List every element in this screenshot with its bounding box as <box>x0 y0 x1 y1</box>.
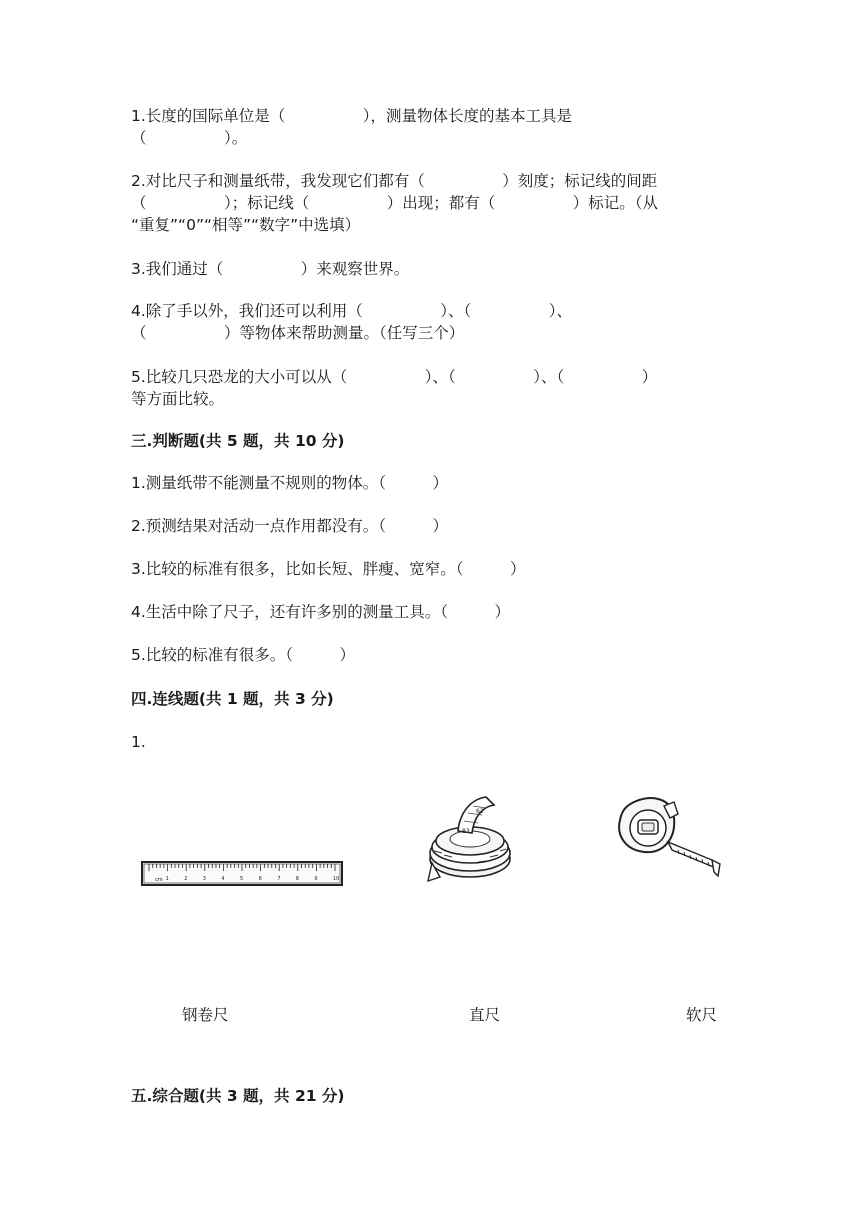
label-soft-ruler: 软尺 <box>686 1006 718 1024</box>
q5-line-2: 等方面比较。 <box>131 390 225 408</box>
judge-item-3: 3.比较的标准有很多，比如长短、胖瘦、宽窄。（ ） <box>131 560 526 578</box>
judge-item-4: 4.生活中除了尺子，还有许多别的测量工具。（ ） <box>131 603 511 621</box>
q3-line-1: 3.我们通过（ ）来观察世界。 <box>131 260 410 278</box>
q4-line-2: （ ）等物体来帮助测量。（任写三个） <box>131 324 465 342</box>
judge-item-5: 5.比较的标准有很多。（ ） <box>131 646 356 664</box>
label-straight-ruler: 直尺 <box>469 1006 501 1024</box>
ruler-number: 9 <box>314 876 318 882</box>
ruler-number: 1 <box>165 876 169 882</box>
q1-line-1: 1.长度的国际单位是（ ），测量物体长度的基本工具是 <box>131 107 573 125</box>
ruler-number: 7 <box>277 876 281 882</box>
q1-line-2: （ ）。 <box>131 129 248 147</box>
q4-line-1: 4.除了手以外，我们还可以利用（ ）、（ ）、 <box>131 302 573 320</box>
judge-item-1: 1.测量纸带不能测量不规则的物体。（ ） <box>131 474 449 492</box>
svg-text:83: 83 <box>462 828 470 835</box>
section4-title: 四.连线题(共 1 题，共 3 分) <box>131 690 334 708</box>
q2-line-1: 2.对比尺子和测量纸带，我发现它们都有（ ）刻度；标记线的间距 <box>131 172 658 190</box>
ruler-unit-label: cm <box>155 877 163 883</box>
q2-line-3: “重复”“0”“相等”“数字”中选填） <box>131 216 361 234</box>
straight-ruler-image <box>141 860 343 888</box>
ruler-number: 8 <box>295 876 299 882</box>
ruler-number: 6 <box>258 876 262 882</box>
steel-tape-measure-image <box>612 792 722 890</box>
ruler-number: 2 <box>184 876 188 882</box>
judge-item-2: 2.预测结果对活动一点作用都没有。（ ） <box>131 517 449 535</box>
section5-title: 五.综合题(共 3 题，共 21 分) <box>131 1087 345 1105</box>
ruler-number: 10 <box>333 876 340 882</box>
svg-text:62: 62 <box>476 808 484 815</box>
soft-tape-image <box>420 793 522 889</box>
ruler-number: 3 <box>202 876 206 882</box>
ruler-number: 4 <box>221 876 225 882</box>
q2-line-2: （ ）；标记线（ ）出现；都有（ ）标记。（从 <box>131 194 659 212</box>
matching-q-number: 1. <box>131 733 146 751</box>
ruler-number: 5 <box>240 876 244 882</box>
label-steel-tape: 钢卷尺 <box>182 1006 229 1024</box>
q5-line-1: 5.比较几只恐龙的大小可以从（ ）、（ ）、（ ） <box>131 368 658 386</box>
section3-title: 三.判断题(共 5 题，共 10 分) <box>131 432 345 450</box>
